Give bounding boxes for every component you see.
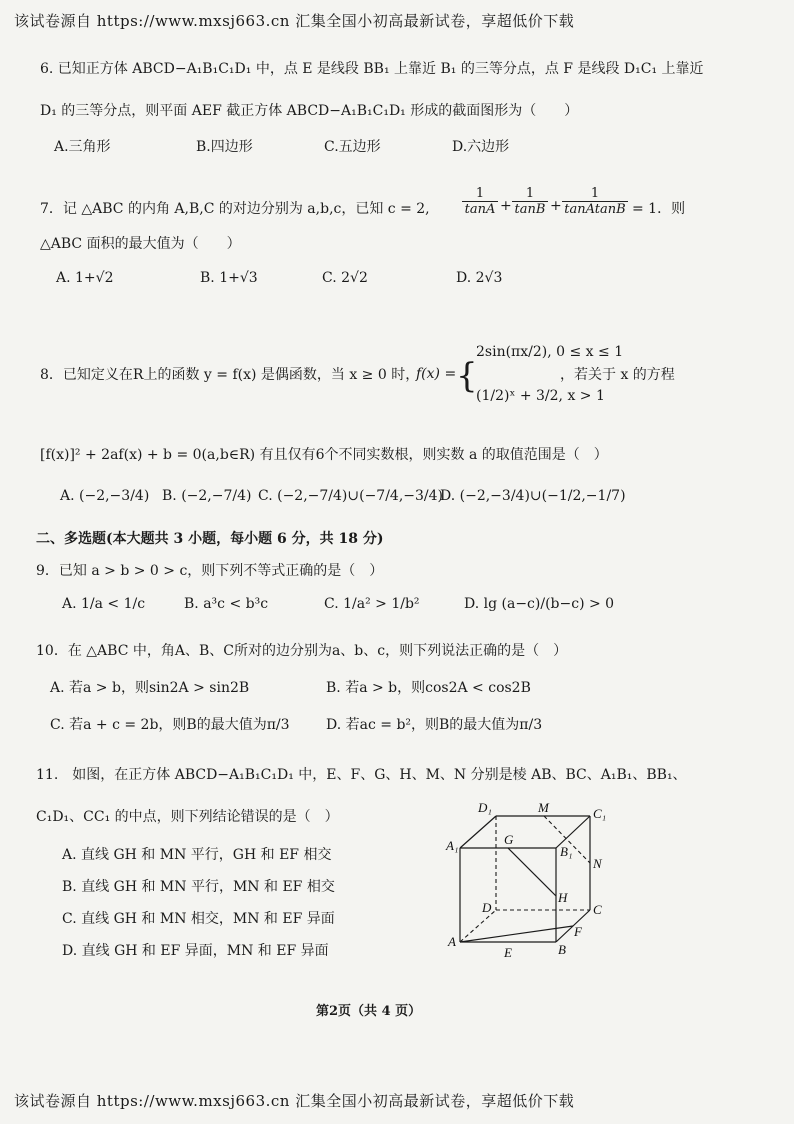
q11-line2: C₁D₁、CC₁ 的中点，则下列结论错误的是（ ） [36,809,339,825]
q7-frac1-num: 1 [462,186,498,202]
label-d: D [482,900,492,915]
cube-figure [440,796,620,962]
q11-option-a: A. 直线 GH 和 MN 平行，GH 和 EF 相交 [62,847,332,863]
q6-option-a: A.三角形 [54,139,111,155]
label-b: B [558,942,566,957]
label-c1: C₁ [593,806,607,821]
label-c: C [593,902,602,917]
label-m: M [538,800,549,815]
q7-frac3-num: 1 [562,186,628,202]
q8-option-b: B. (−2,−7/4) [162,488,252,504]
q8-brace: { [456,356,478,396]
q9-option-c: C. 1/a² > 1/b² [324,596,420,612]
label-d1: D₁ [478,800,492,815]
q7-frac3-den: tanAtanB [564,202,626,217]
q9-option-b: B. a³c < b³c [184,596,269,612]
q8-case1: 2sin(πx/2), 0 ≤ x ≤ 1 [476,344,624,360]
q9-stem: 9．已知 a > b > 0 > c，则下列不等式正确的是（ ） [36,563,384,579]
q7-option-a: A. 1+√2 [56,270,114,286]
q10-option-c: C. 若a + c = 2b，则B的最大值为π/3 [50,717,290,733]
q11-option-d: D. 直线 GH 和 EF 异面，MN 和 EF 异面 [62,943,329,959]
label-h: H [558,890,568,905]
q7-frac1-den: tanA [464,202,496,217]
q7-option-b: B. 1+√3 [200,270,258,286]
q8-option-c: C. (−2,−7/4)∪(−7/4,−3/4) [258,488,444,504]
q7-line2: △ABC 面积的最大值为（ ） [40,236,241,252]
q11-line1: 11. 如图，在正方体 ABCD−A₁B₁C₁D₁ 中，E、F、G、H、M、N 分别是棱 AB、BC、A₁B₁、BB₁、 [36,767,687,783]
q7-option-c: C. 2√2 [322,270,368,286]
q9-option-d: D. lg (a−c)/(b−c) > 0 [464,596,615,612]
q8-fx: f(x) = [416,366,457,382]
q9-option-a: A. 1/a < 1/c [62,596,146,612]
q11-option-c: C. 直线 GH 和 MN 相交，MN 和 EF 异面 [62,911,335,927]
edge-a1-d1 [460,816,496,848]
q7-plus2: + [550,198,562,214]
q7-frac1 [462,186,498,217]
q7-frac2-num: 1 [512,186,548,202]
page-footer: 该试卷源自 https://www.mxsj663.cn 汇集全国小初高最新试卷，享超低价下载 [14,1092,575,1110]
q6-option-c: C.五边形 [324,139,381,155]
label-a: A [448,934,456,949]
q10-option-a: A. 若a > b，则sin2A > sin2B [50,680,250,696]
q8-line2: [f(x)]² + 2af(x) + b = 0(a,b∈R) 有且仅有6个不同实数根，则实数 a 的取值范围是（ ） [40,447,608,463]
q6-line2: D₁ 的三等分点，则平面 AEF 截正方体 ABCD−A₁B₁C₁D₁ 形成的截面图形为（ ） [40,103,579,119]
q6-option-d: D.六边形 [452,139,510,155]
q7-frac2 [512,186,548,217]
label-e: E [504,945,512,960]
q10-option-b: B. 若a > b，则cos2A < cos2B [326,680,531,696]
q6-line1: 6. 已知正方体 ABCD−A₁B₁C₁D₁ 中，点 E 是线段 BB₁ 上靠近 B₁ 的三等分点，点 F 是线段 D₁C₁ 上靠近 [40,61,704,77]
page-number: 第2页（共 4 页） [316,1004,422,1019]
q7-plus1: + [500,198,512,214]
q10-option-d: D. 若ac = b²，则B的最大值为π/3 [326,717,543,733]
q7-line1-prefix: 7．记 △ABC 的内角 A,B,C 的对边分别为 a,b,c，已知 c = 2, [40,201,430,217]
label-g: G [504,832,514,847]
q8-line1-prefix: 8．已知定义在R上的函数 y = f(x) 是偶函数，当 x ≥ 0 时， [40,367,420,383]
label-n: N [593,856,602,871]
q7-line1-suffix: = 1．则 [632,201,686,217]
label-b1: B₁ [560,844,573,859]
q8-case2: (1/2)ˣ + 3/2, x > 1 [476,388,605,404]
segment-gh [508,848,556,896]
q7-frac3 [562,186,628,217]
q8-line1-suffix: ，若关于 x 的方程 [560,367,675,383]
q7-frac2-den: tanB [514,202,546,217]
page-header: 该试卷源自 https://www.mxsj663.cn 汇集全国小初高最新试卷，享超低价下载 [14,12,575,30]
q8-option-d: D. (−2,−3/4)∪(−1/2,−1/7) [440,488,626,504]
q8-option-a: A. (−2,−3/4) [60,488,150,504]
q11-option-b: B. 直线 GH 和 MN 平行，MN 和 EF 相交 [62,879,335,895]
q7-option-d: D. 2√3 [456,270,503,286]
section-heading: 二、多选题(本大题共 3 小题，每小题 6 分，共 18 分) [36,531,384,547]
q10-stem: 10．在 △ABC 中，角A、B、C所对的边分别为a、b、c，则下列说法正确的是（ ） [36,643,568,659]
label-f: F [574,924,582,939]
label-a1: A₁ [446,838,459,853]
q6-option-b: B.四边形 [196,139,253,155]
